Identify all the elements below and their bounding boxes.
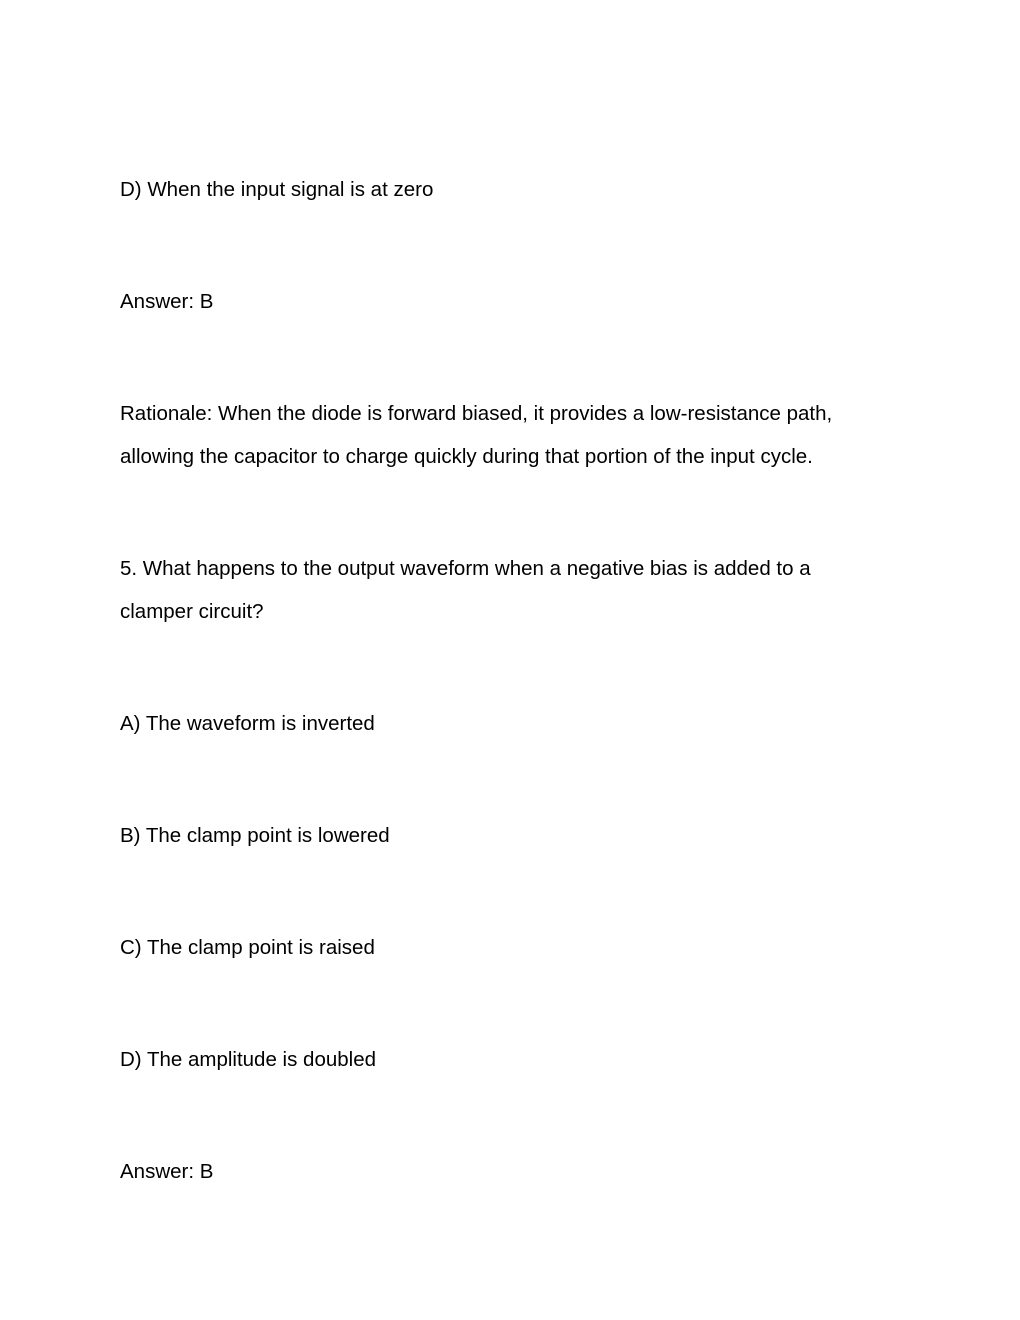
- question-5-option-b: B) The clamp point is lowered: [120, 824, 390, 847]
- rationale-line-1: Rationale: When the diode is forward biased, it provides a low-resistance path,: [120, 402, 833, 425]
- previous-option-d: D) When the input signal is at zero: [120, 178, 434, 201]
- question-5-option-a: A) The waveform is inverted: [120, 712, 375, 735]
- question-5-line-2: clamper circuit?: [120, 600, 264, 623]
- previous-answer: Answer: B: [120, 290, 214, 313]
- question-5-option-d: D) The amplitude is doubled: [120, 1048, 377, 1071]
- question-5-option-c: C) The clamp point is raised: [120, 936, 375, 959]
- question-5-answer: Answer: B: [120, 1160, 214, 1183]
- question-5-line-1: 5. What happens to the output waveform when a negative bias is added to a: [120, 557, 811, 580]
- rationale-line-2: allowing the capacitor to charge quickly during that portion of the input cycle.: [120, 445, 813, 468]
